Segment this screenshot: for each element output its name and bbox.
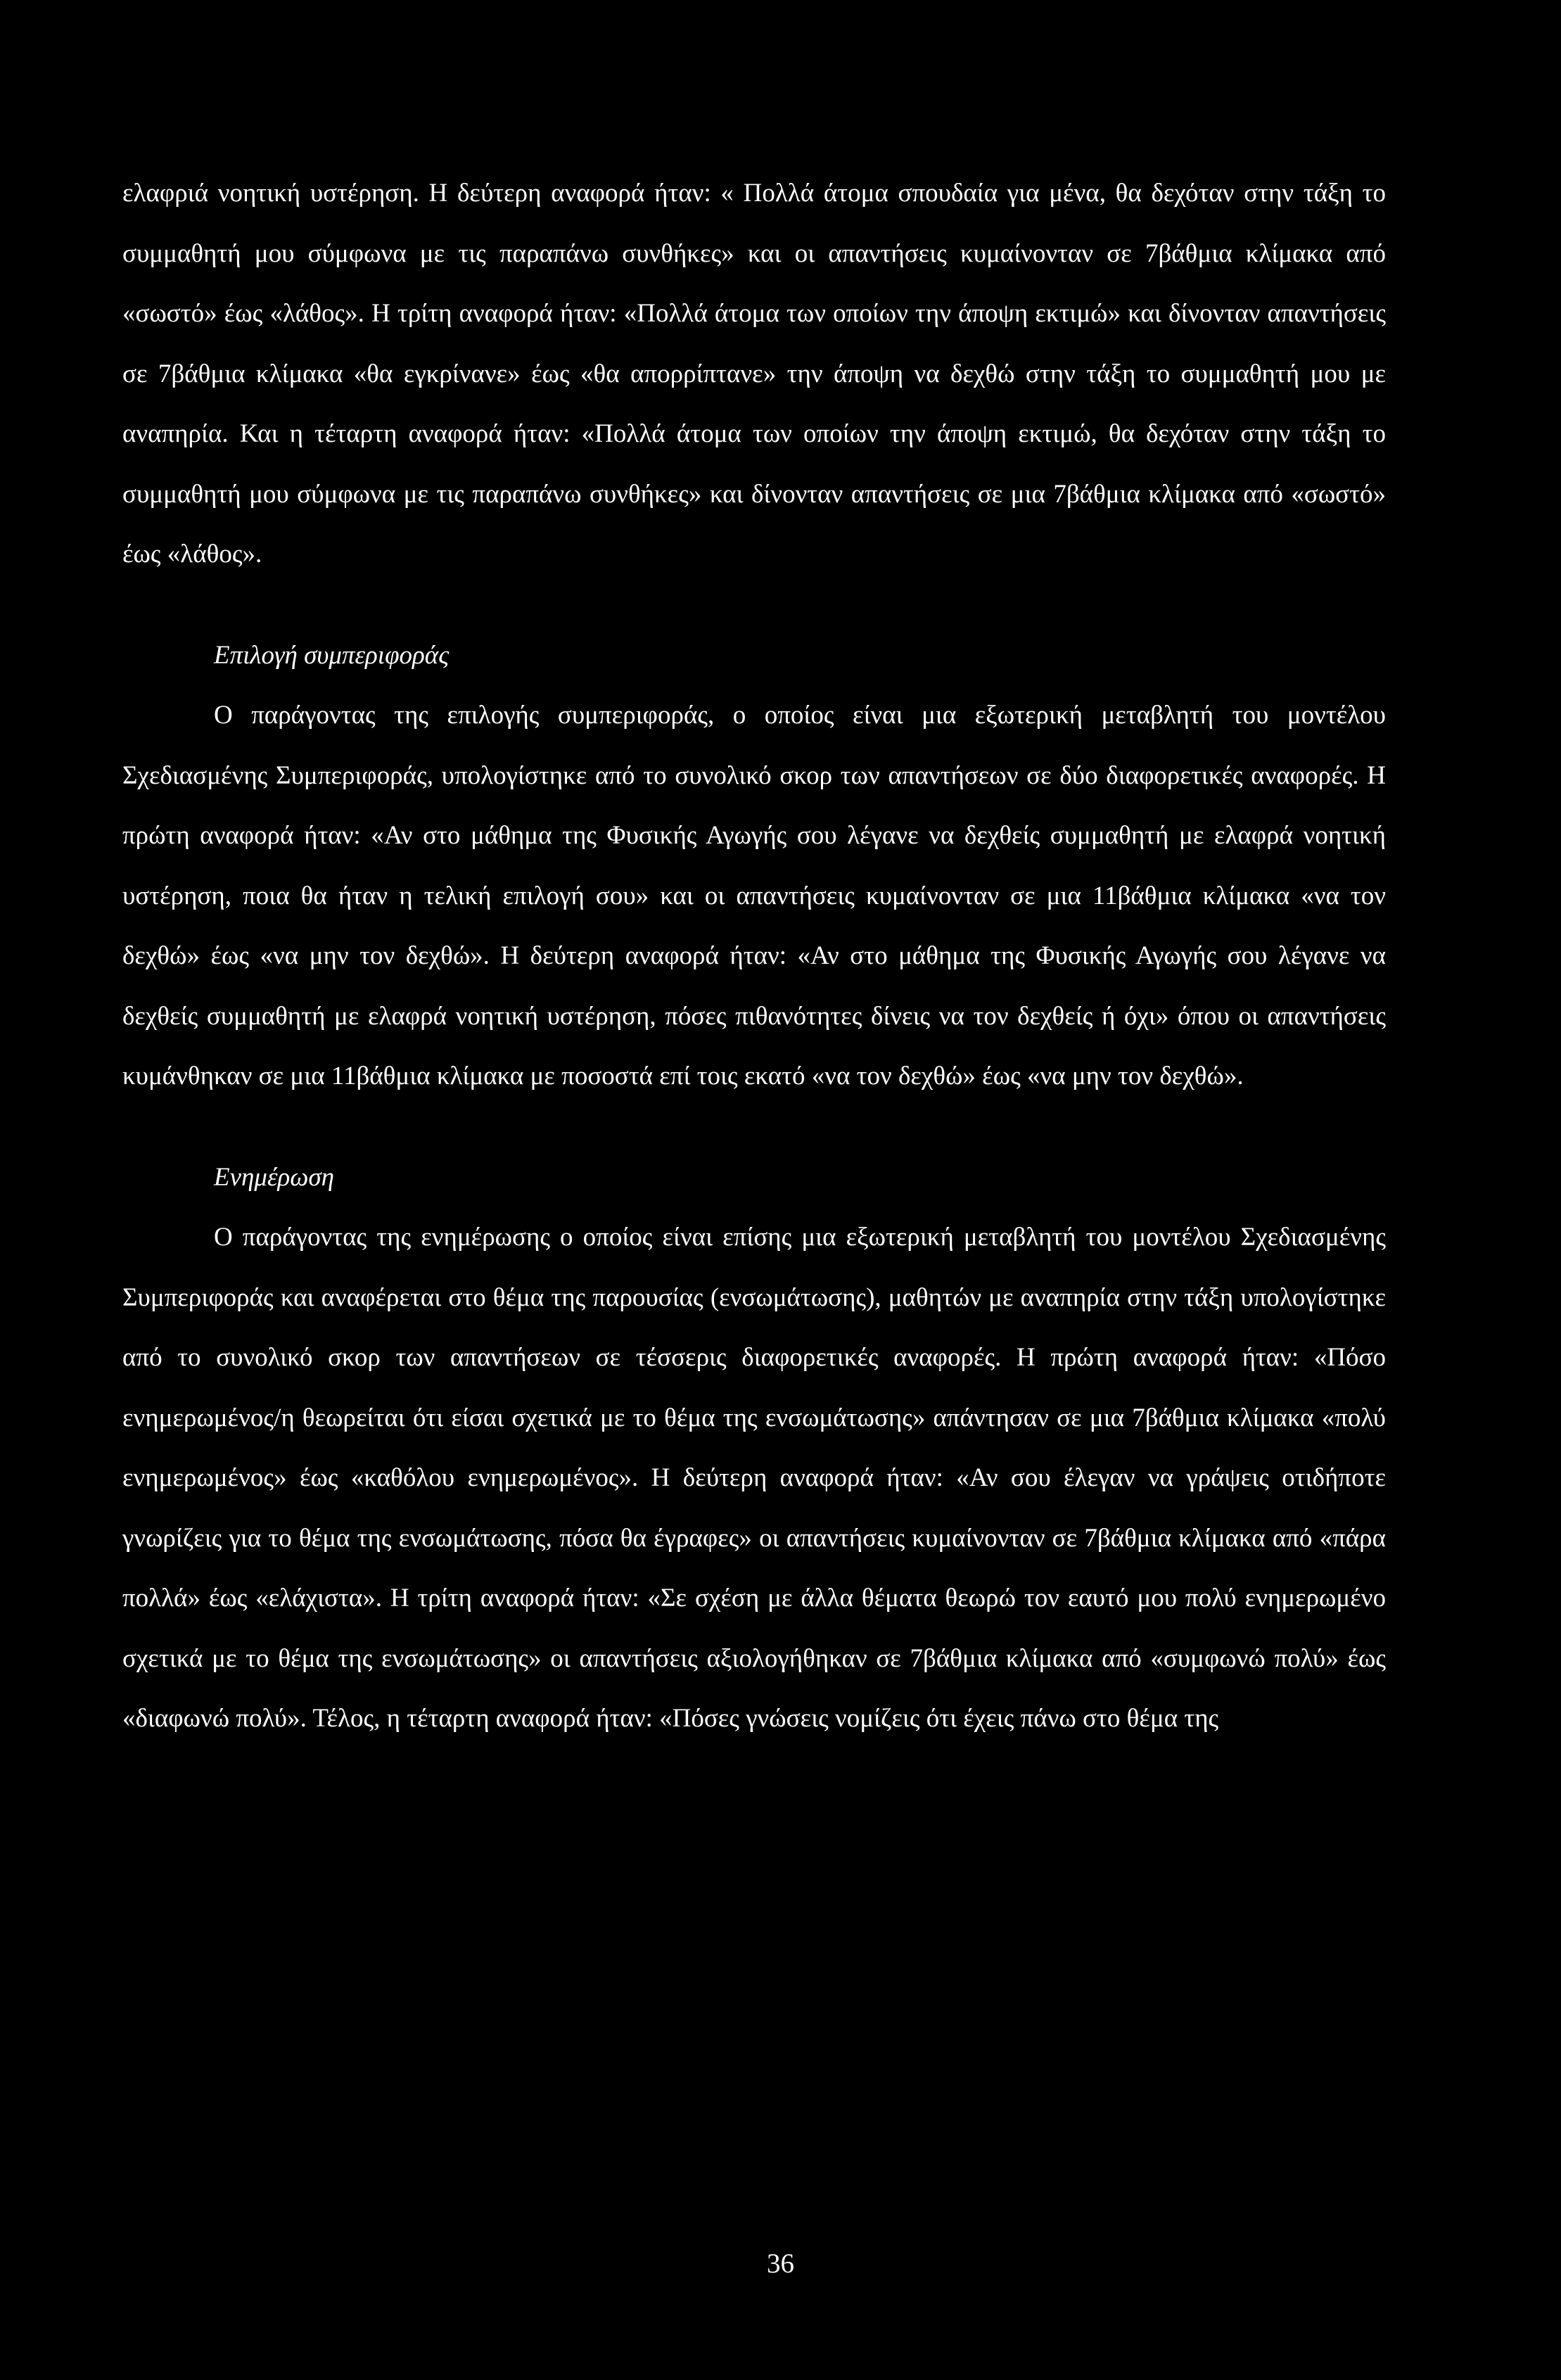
intro-paragraph: ελαφριά νοητική υστέρηση. Η δεύτερη αναφορά ήταν: « Πολλά άτομα σπουδαία για μένα, θα δεχόταν στην τάξη το συμμαθητή μου σύμφωνα με τις παραπάνω συνθήκες» και οι απαντήσεις κυμαίνονταν σε 7βάθμια κλίμακα από «σωστό» έως «λάθος». Η τρίτη αναφορά ήταν: «Πολλά άτομα των οποίων την άποψη εκτιμώ» και δίνονταν απαντήσεις σε 7βάθμια κλίμακα «θα εγκρίνανε» έως «θα απορρίπτανε» την άποψη να δεχθώ στην τάξη το συμμαθητή μου με αναπηρία. Και η τέταρτη αναφορά ήταν: «Πολλά άτομα των οποίων την άποψη εκτιμώ, θα δεχόταν στην τάξη το συμμαθητή μου σύμφωνα με τις παραπάνω συνθήκες» και δίνονταν απαντήσεις σε μια 7βάθμια κλίμακα από «σωστό» έως «λάθος». [122,179,1386,568]
information-paragraph: Ο παράγοντας της ενημέρωσης ο οποίος είναι επίσης μια εξωτερική μεταβλητή του μοντέλου Σχεδιασμένης Συμπεριφοράς και αναφέρεται στο θέμα της παρουσίας (ενσωμάτωσης), μαθητών με αναπηρία στην τάξη υπολογίστηκε από το συνολικό σκορ των απαντήσεων σε τέσσερις διαφορετικές αναφορές. Η πρώτη αναφορά ήταν: «Πόσο ενημερωμένος/η θεωρείται ότι είσαι σχετικά με το θέμα της ενσωμάτωσης» απάντησαν σε μια 7βάθμια κλίμακα «πολύ ενημερωμένος» έως «καθόλου ενημερωμένος». Η δεύτερη αναφορά ήταν: «Αν σου έλεγαν να γράψεις οτιδήποτε γνωρίζεις για το θέμα της ενσωμάτωσης, πόσα θα έγραφες» οι απαντήσεις κυμαίνονταν σε 7βάθμια κλίμακα από «πάρα πολλά» έως «ελάχιστα». Η τρίτη αναφορά ήταν: «Σε σχέση με άλλα θέματα θεωρώ τον εαυτό μου πολύ ενημερωμένο σχετικά με το θέμα της ενσωμάτωσης» οι απαντήσεις αξιολογήθηκαν σε 7βάθμια κλίμακα από «συμφωνώ πολύ» έως «διαφωνώ πολύ». Τέλος, η τέταρτη αναφορά ήταν: «Πόσες γνώσεις νομίζεις ότι έχεις πάνω στο θέμα της [122,1223,1386,1733]
section-heading-information: Ενημέρωση [214,1162,335,1192]
document-page [122,163,1386,1749]
page-number: 36 [767,2248,794,2279]
section-heading-behavior-choice: Επιλογή συμπεριφοράς [214,640,450,670]
behavior-choice-paragraph: Ο παράγοντας της επιλογής συμπεριφοράς, ο οποίος είναι μια εξωτερική μεταβλητή του μοντέλου Σχεδιασμένης Συμπεριφοράς, υπολογίστηκε από το συνολικό σκορ των απαντήσεων σε δύο διαφορετικές αναφορές. Η πρώτη αναφορά ήταν: «Αν στο μάθημα της Φυσικής Αγωγής σου λέγανε να δεχθείς συμμαθητή με ελαφρά νοητική υστέρηση, ποια θα ήταν η τελική επιλογή σου» και οι απαντήσεις κυμαίνονταν σε μια 11βάθμια κλίμακα «να τον δεχθώ» έως «να μην τον δεχθώ». Η δεύτερη αναφορά ήταν: «Αν στο μάθημα της Φυσικής Αγωγής σου λέγανε να δεχθείς συμμαθητή με ελαφρά νοητική υστέρηση, πόσες πιθανότητες δίνεις να τον δεχθείς ή όχι» όπου οι απαντήσεις κυμάνθηκαν σε μια 11βάθμια κλίμακα με ποσοστά επί τοις εκατό «να τον δεχθώ» έως «να μην τον δεχθώ». [122,701,1386,1090]
